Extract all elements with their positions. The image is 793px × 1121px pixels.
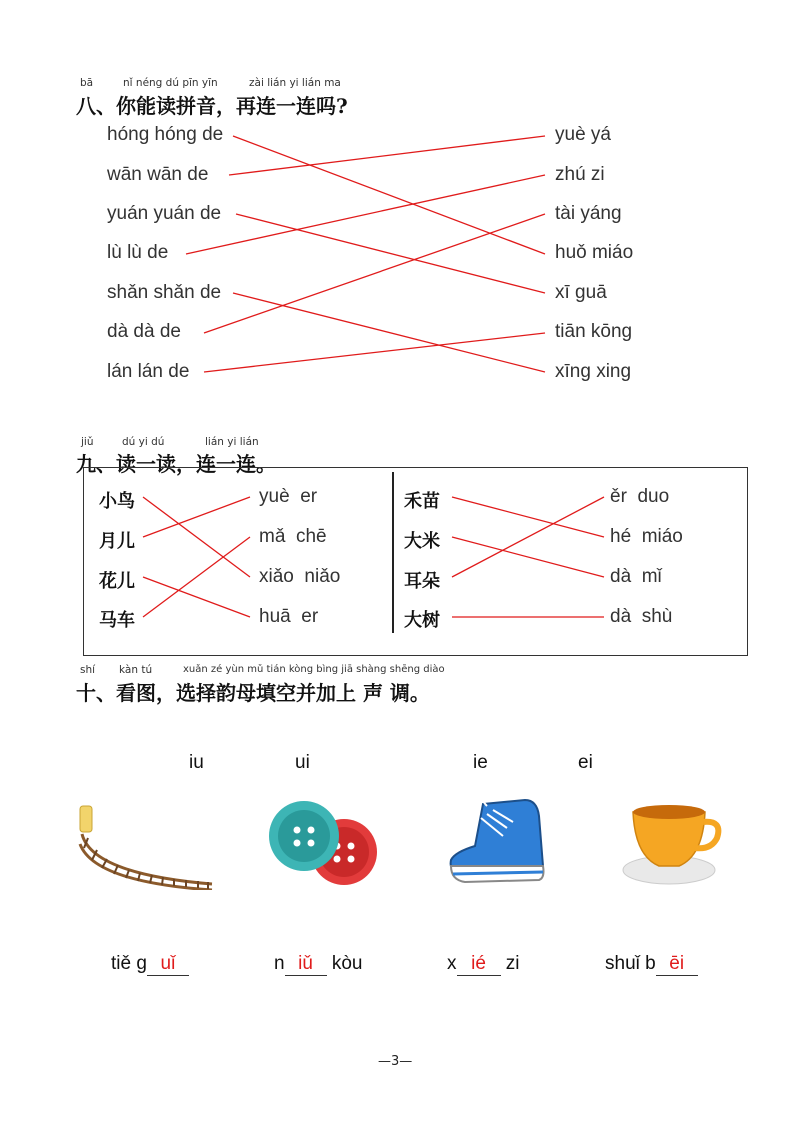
answer-blank-1[interactable]: uǐ bbox=[147, 953, 189, 976]
match-line-s8-1 bbox=[229, 136, 545, 175]
s9-pinyin-2[interactable]: xiǎo niǎo bbox=[259, 566, 341, 587]
answer-blank-3[interactable]: ié bbox=[457, 953, 501, 976]
s9-pinyin-0[interactable]: yuè er bbox=[259, 486, 318, 507]
s9-pinyin-4[interactable]: ěr duo bbox=[610, 486, 670, 507]
match-line-s8-2 bbox=[236, 214, 545, 293]
choice-ie: ie bbox=[473, 752, 488, 773]
s8-left-2[interactable]: yuán yuán de bbox=[107, 203, 222, 224]
match-line-s9a-3 bbox=[143, 537, 250, 617]
answer-prefix-4: shuǐ b bbox=[605, 953, 656, 974]
match-line-s8-4 bbox=[233, 293, 545, 372]
s8-right-6[interactable]: xīng xing bbox=[555, 361, 632, 382]
answer-item-1 bbox=[111, 953, 189, 976]
match-line-s9b-1 bbox=[452, 537, 604, 577]
buttons-icon bbox=[266, 800, 380, 888]
s9-title-pinyin-2: dú yi dú bbox=[122, 436, 165, 448]
choice-iu: iu bbox=[189, 752, 204, 773]
sneaker-icon bbox=[447, 796, 547, 888]
s9-word-1[interactable]: 月儿 bbox=[99, 531, 135, 552]
section10-title: 十、看图，选择韵母填空并加上 声 调。 bbox=[76, 681, 430, 705]
section9-title: 九、读一读，连一连。 bbox=[76, 452, 276, 476]
title-pinyin-2: nǐ néng dú pīn yīn bbox=[123, 77, 218, 89]
s10-title-pinyin-3: xuǎn zé yùn mǔ tián kòng bìng jiā shàng shēng diào bbox=[183, 664, 445, 675]
page-number: —3— bbox=[378, 1054, 413, 1069]
answer-prefix-3: x bbox=[447, 953, 457, 974]
s8-left-4[interactable]: shǎn shǎn de bbox=[107, 282, 222, 303]
s9-word-7[interactable]: 大树 bbox=[404, 610, 440, 631]
answer-item-4 bbox=[605, 953, 698, 976]
s10-title-pinyin-1: shí bbox=[80, 664, 96, 676]
match-line-s8-5 bbox=[204, 214, 545, 333]
s8-left-5[interactable]: dà dà de bbox=[107, 321, 181, 342]
answer-blank-4[interactable]: ēi bbox=[656, 953, 698, 976]
answer-suffix-2: kòu bbox=[326, 953, 363, 974]
match-line-s9a-0 bbox=[143, 497, 250, 577]
match-line-s8-6 bbox=[204, 333, 545, 372]
answer-blank-2[interactable]: iǔ bbox=[285, 953, 327, 976]
s9-word-2[interactable]: 花儿 bbox=[99, 571, 135, 592]
s8-left-3[interactable]: lù lù de bbox=[107, 242, 169, 263]
s9-pinyin-5[interactable]: hé miáo bbox=[610, 526, 683, 547]
s9-word-6[interactable]: 耳朵 bbox=[404, 571, 440, 592]
answer-prefix-1: tiě g bbox=[111, 953, 147, 974]
title-pinyin-1: bā bbox=[80, 77, 94, 89]
s9-word-3[interactable]: 马车 bbox=[99, 610, 135, 631]
railway-track-icon bbox=[74, 804, 216, 890]
match-line-s9b-0 bbox=[452, 497, 604, 537]
answer-item-2 bbox=[274, 953, 363, 976]
s9-pinyin-7[interactable]: dà shù bbox=[610, 606, 673, 627]
choice-ei: ei bbox=[578, 752, 593, 773]
s9-word-5[interactable]: 大米 bbox=[404, 531, 440, 552]
s9-pinyin-6[interactable]: dà mǐ bbox=[610, 566, 662, 587]
title-pinyin-3: zài lián yi lián ma bbox=[249, 77, 341, 89]
answer-prefix-2: n bbox=[274, 953, 285, 974]
match-line-s9a-1 bbox=[143, 497, 250, 537]
s8-right-5[interactable]: tiān kōng bbox=[555, 321, 633, 342]
s8-left-0[interactable]: hóng hóng de bbox=[107, 124, 224, 145]
s9-word-0[interactable]: 小鸟 bbox=[99, 491, 135, 512]
s8-right-2[interactable]: tài yáng bbox=[555, 203, 622, 224]
s8-right-3[interactable]: huǒ miáo bbox=[555, 242, 634, 263]
answer-item-3 bbox=[447, 953, 520, 976]
s8-right-0[interactable]: yuè yá bbox=[555, 124, 611, 145]
s8-right-4[interactable]: xī guā bbox=[555, 282, 607, 303]
s10-title-pinyin-2: kàn tú bbox=[119, 664, 153, 676]
s8-left-6[interactable]: lán lán de bbox=[107, 361, 190, 382]
s9-title-pinyin-1: jiǔ bbox=[81, 436, 94, 448]
s9-title-pinyin-3: lián yi lián bbox=[205, 436, 259, 448]
section8-title: 八、你能读拼音，再连一连吗? bbox=[76, 94, 348, 118]
match-line-s9b-2 bbox=[452, 497, 604, 577]
teacup-icon bbox=[619, 796, 723, 888]
choice-ui: ui bbox=[295, 752, 310, 773]
answer-suffix-3: zi bbox=[500, 953, 520, 974]
s9-word-4[interactable]: 禾苗 bbox=[404, 491, 440, 512]
s8-right-1[interactable]: zhú zi bbox=[555, 164, 605, 185]
s9-pinyin-1[interactable]: mǎ chē bbox=[259, 526, 327, 547]
match-line-s9a-2 bbox=[143, 577, 250, 617]
s8-left-1[interactable]: wān wān de bbox=[107, 164, 209, 185]
s9-pinyin-3[interactable]: huā er bbox=[259, 606, 319, 627]
match-line-s8-0 bbox=[233, 136, 545, 254]
